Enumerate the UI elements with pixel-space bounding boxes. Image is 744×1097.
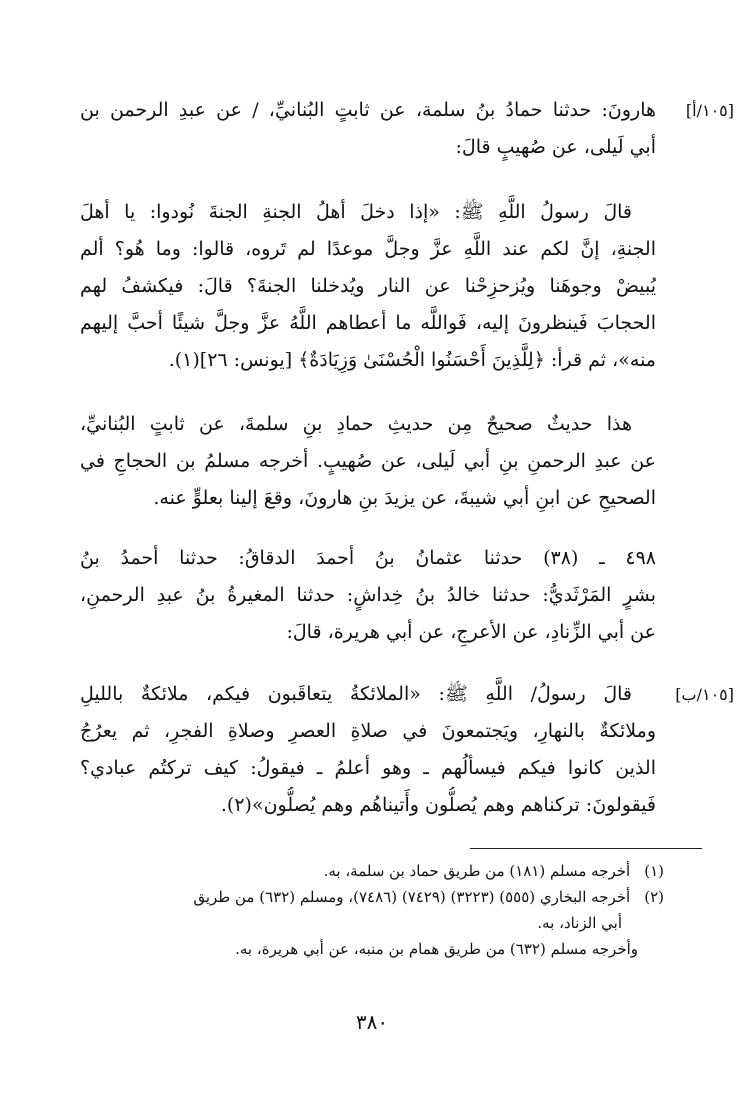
- text-line: عن أبي الزِّنادِ، عن الأعرجِ، عن أبي هريرة، قالَ:: [286, 621, 656, 643]
- margin-ref-folio-105a: [١٠٥/أ]: [685, 101, 734, 120]
- text-line: ٤٩٨ ـ (٣٨) حدثنا عثمانُ بنُ أحمدَ الدقاقُ: حدثنا أحمدُ بنُ: [80, 547, 656, 569]
- footnote-extra: وأخرجه مسلم (٦٣٢) من طريق همام بن منبه، عن أبي هريرة، به.: [235, 940, 638, 958]
- footnote-text: أخرجه مسلم (١٨١) من طريق حماد بن سلمة، به.: [323, 862, 631, 880]
- page-number: ٣٨٠: [355, 1010, 389, 1034]
- footnote-separator: [470, 848, 702, 849]
- text-line: هذا حديثٌ صحيحٌ مِن حديثِ حمادِ بنِ سلمةَ، عن ثابتٍ البُنانيِّ،: [80, 413, 632, 435]
- text-line: بشرٍ المَرْثَديُّ: حدثنا خالدُ بنُ خِداشٍ: حدثنا المغيرةُ بنُ عبدِ الرحمنِ،: [80, 584, 656, 606]
- footnote-2: [70, 884, 664, 910]
- text-line: الجنةِ، إنَّ لكم عند اللَّهِ عزَّ وجلَّ موعدًا لم تَروه، قالوا: وما هُو؟ ألم: [80, 238, 656, 260]
- footnote-number: (١): [644, 862, 664, 880]
- text-line: فَيقولونَ: تركناهم وهم يُصلُّون وأَتيناهُم وهم يُصلُّون»(٢).: [220, 794, 656, 816]
- paragraph-isnad-498: [80, 540, 656, 651]
- text-line: قالَ رسولُ اللَّهِ ﷺ: «إذا دخلَ أهلُ الجنةِ الجنةَ نُودوا: يا أهلَ: [80, 201, 632, 223]
- paragraph-hadith-2: [80, 676, 656, 824]
- footnote-continuation: أبي الزناد، به.: [537, 914, 622, 932]
- text-line: يُبيضْ وجوهَنا ويُزحزِحْنا عن النار ويُدخلنا الجنةَ؟ قالَ: فيكشفُ لهم: [80, 275, 656, 297]
- text-line: قالَ رسولُ/ اللَّهِ ﷺ: «الملائكةُ يتعاقَبون فيكم، ملائكةٌ بالليلِ: [80, 683, 632, 705]
- footnote-1: [70, 858, 664, 884]
- text-line: أبي لَيلى، عن صُهيبٍ قالَ:: [455, 136, 656, 158]
- text-line: منه»، ثم قرأ: ﴿لِلَّذِينَ أَحْسَنُوا الْحُسْنَىٰ وَزِيَادَةٌ﴾ [يونس: ٢٦](١).: [168, 349, 656, 371]
- text-line: الصحيحِ عن ابنِ أبي شيبةَ، عن يزيدَ بنِ هارونَ، وقعَ إلينا بعلوٍّ عنه.: [153, 487, 656, 509]
- text-line: الحجابَ فَينظرونَ إليه، فَواللَّه ما أعطاهم اللَّهُ عزَّ وجلَّ شيئًا أحبَّ إليهم: [80, 312, 656, 334]
- paragraph-hadith-1: [80, 194, 656, 379]
- paragraph-isnad-1: [80, 92, 656, 166]
- footnote-number: (٢): [644, 888, 664, 906]
- text-line: وملائكةٌ بالنهارِ، ويَجتمعونَ في صلاةِ العصرِ وصلاةِ الفجرِ، ثم يعرُجُ: [80, 720, 656, 742]
- text-line: عن عبدِ الرحمنِ بنِ أبي لَيلى، عن صُهيبٍ. أخرجه مسلمُ بن الحجاجِ في: [80, 450, 656, 472]
- text-line: هارونَ: حدثنا حمادُ بنُ سلمة، عن ثابتٍ البُنانيِّ، / عن عبدِ الرحمن بن: [80, 99, 656, 121]
- margin-ref-folio-105b: [١٠٥/ب]: [675, 685, 734, 704]
- footnote-text: أخرجه البخاري (٥٥٥) (٣٢٢٣) (٧٤٢٩) (٧٤٨٦)، ومسلم (٦٣٢) من طريق: [193, 888, 631, 906]
- footnotes: [70, 858, 664, 962]
- text-line: الذين كانوا فيكم فيسألُهم ـ وهو أعلمُ ـ فيقولُ: كيف تركتُم عبادي؟: [80, 757, 656, 779]
- paragraph-commentary: [80, 406, 656, 517]
